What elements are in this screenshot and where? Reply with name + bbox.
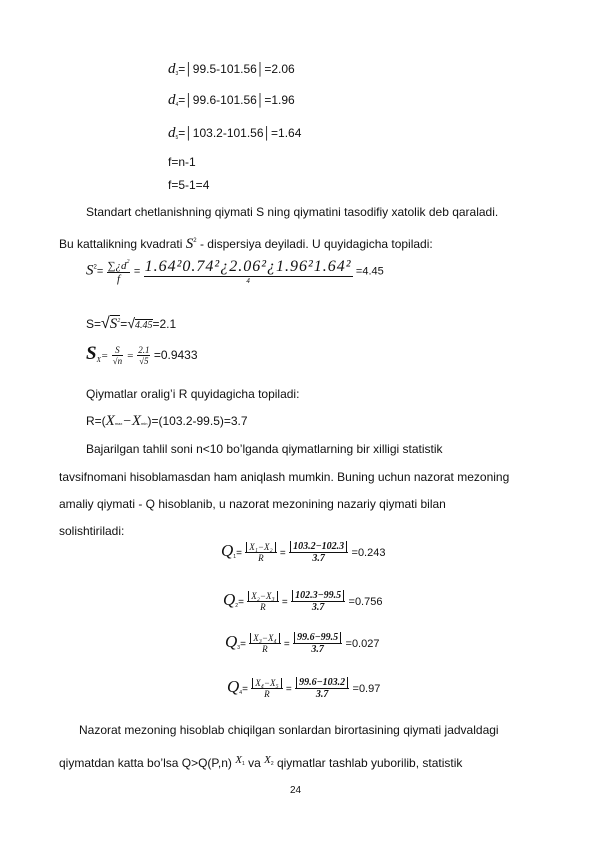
paragraph-3-text-b: qiymatlar tashlab yuborilib, statistik bbox=[276, 756, 463, 770]
q2-symbolic-fraction: $\frac{\text{X₂−X₃}}{R}$ bbox=[247, 591, 278, 612]
s2-inline-symbol: S bbox=[185, 236, 194, 252]
d3-lhs: =│ bbox=[178, 62, 193, 76]
x2-symbol: X bbox=[264, 754, 271, 766]
d5-expr: 103.2-101.56 bbox=[192, 126, 264, 140]
page-number: 24 bbox=[290, 785, 302, 796]
paragraph-2-line-1: Bajarilgan tahlil soni n<10 bo’lganda qiymatlarning bir xilligi statistik bbox=[86, 442, 443, 456]
q2-value-fraction: $\frac{102.3-99.5}{3.7}$ bbox=[291, 590, 345, 613]
paragraph-1-text-b: - dispersiya deyiladi. U quyidagicha topiladi: bbox=[199, 237, 433, 251]
s-radicand: $S^2$ bbox=[109, 316, 121, 332]
d3-expr: 99.5-101.56 bbox=[192, 62, 257, 76]
d4-lhs: =│ bbox=[178, 93, 193, 107]
q2-result: =0.756 bbox=[348, 596, 383, 608]
sx-fraction-2 bbox=[137, 345, 150, 366]
sx-fraction-1 bbox=[112, 345, 123, 366]
sx-lhs: S bbox=[86, 343, 97, 364]
q4-symbolic-fraction: $\frac{\text{X₄−X₅}}{R}$ bbox=[251, 678, 282, 699]
paragraph-2-line-4: solishtiriladi: bbox=[59, 524, 125, 538]
range-formula: R=(Xmax−Xmin)=(103.2-99.5)=3.7 bbox=[86, 413, 248, 429]
s-result: =2.1 bbox=[152, 317, 177, 331]
paragraph-2-line-2: tavsifnomani hisoblamasdan ham aniqlash mumkin. Buning uchun nazorat mezoning bbox=[59, 470, 510, 484]
sx-numerator-2: 2.1 bbox=[138, 345, 150, 356]
sx-result: =0.9433 bbox=[153, 348, 198, 362]
d5-subscript: 5 bbox=[175, 135, 179, 141]
q1-symbolic-fraction: $\frac{\text{X₁−X₂}}{R}$ bbox=[245, 542, 276, 563]
d4-rhs: │=1.96 bbox=[256, 93, 295, 107]
s2-result: =4.45 bbox=[355, 265, 384, 278]
d3-symbol: d bbox=[168, 61, 176, 77]
d3-line bbox=[168, 62, 295, 81]
s2-numerator: $\sum¿d^2$ bbox=[107, 258, 130, 272]
q1-value-fraction: $\frac{103.2-102.3}{3.7}$ bbox=[289, 541, 348, 564]
q3-symbolic-fraction: $\frac{\text{X₃−X₄}}{R}$ bbox=[249, 633, 280, 654]
x1-symbol: X bbox=[235, 754, 242, 766]
s2-expanded-denominator: 4 bbox=[246, 277, 250, 285]
s-formula: $S=√S^2=√4.45=2.1$ bbox=[86, 315, 177, 332]
q3-result: =0.027 bbox=[345, 638, 380, 650]
s2-lhs: S bbox=[86, 262, 94, 279]
s2-expanded-numerator: 1.64²0.74²¿2.06²¿1.96²1.64² bbox=[144, 258, 352, 275]
paragraph-3-line-2 bbox=[59, 753, 462, 771]
s-lhs: S= bbox=[86, 317, 102, 331]
d4-symbol: d bbox=[168, 92, 176, 108]
s-eq: = bbox=[120, 317, 128, 331]
sx-denominator-1: √n bbox=[112, 356, 123, 367]
d5-lhs: =│ bbox=[178, 126, 193, 140]
s-radicand-value: 4.45 bbox=[135, 320, 153, 331]
sx-denominator-2: √5 bbox=[139, 356, 149, 367]
s2-inline-exponent: 2 bbox=[193, 238, 197, 244]
x2-subscript: 2 bbox=[270, 761, 274, 767]
s2-denominator: f bbox=[117, 272, 121, 285]
range-intro: Qiymatlar oralig’i R quyidagicha topiladi: bbox=[86, 387, 300, 401]
q1-result: =0.243 bbox=[351, 547, 386, 559]
paragraph-3-text-a: qiymatdan katta bo’lsa Q>Q(P,n) bbox=[59, 756, 232, 770]
q1-formula: $Q_1=$ $\frac{\text{X₁−X₂}}{R}$ = $\frac{103.2-102.3}{3.7}$ =0.243 bbox=[221, 541, 386, 565]
paragraph-1-text-a: Bu kattalikning kvadrati bbox=[59, 237, 183, 251]
d4-expr: 99.6-101.56 bbox=[192, 93, 257, 107]
s2-formula: $S^2=$ $\frac{\sum¿d^2}{f}$ = $\frac{\text{1.64²0.74²¿2.06²¿1.96²1.64²}}{4}$ =4.45 bbox=[86, 258, 384, 285]
paragraph-1-line-2 bbox=[59, 234, 433, 251]
sx-subscript: X bbox=[96, 356, 101, 364]
f-definition: f=n-1 bbox=[168, 155, 196, 169]
s2-fraction bbox=[107, 259, 131, 285]
paragraph-1-line-1: Standart chetlanishning qiymati S ning qiymatini tasodifiy xatolik deb qaraladi. bbox=[86, 205, 499, 219]
paragraph-3-line-1: Nazorat mezoning hisoblab chiqilgan sonlardan birortasining qiymati jadvaldagi bbox=[79, 723, 499, 737]
paragraph-3-va: va bbox=[248, 756, 261, 770]
sx-numerator-1: S bbox=[112, 345, 123, 356]
d5-rhs: │=1.64 bbox=[263, 126, 302, 140]
sx-formula: $S_X=$ $\frac{S}{√n}$ = $\frac{2.1}{√5}$ =0.9433 bbox=[86, 343, 198, 367]
q4-formula: $Q_4=$ $\frac{\text{X₄−X₅}}{R}$ = $\frac{99.6-103.2}{3.7}$ =0.97 bbox=[227, 677, 381, 701]
q3-value-fraction: $\frac{99.6-99.5}{3.7}$ bbox=[293, 632, 342, 655]
range-prefix: R=( bbox=[86, 414, 106, 428]
paragraph-2-line-3: amaliy qiymati - Q hisoblanib, u nazorat mezonining nazariy qiymati bilan bbox=[59, 497, 446, 511]
x1-subscript: 1 bbox=[241, 761, 245, 767]
range-suffix: )=(103.2-99.5)=3.7 bbox=[147, 414, 248, 428]
q3-formula: $Q_3=$ $\frac{\text{X₃−X₄}}{R}$ = $\frac{99.6-99.5}{3.7}$ =0.027 bbox=[225, 632, 380, 656]
d5-symbol: d bbox=[168, 125, 176, 141]
d4-subscript: 4 bbox=[175, 102, 179, 108]
d5-line bbox=[168, 126, 301, 145]
d3-rhs: │=2.06 bbox=[256, 62, 295, 76]
d3-subscript: 3 bbox=[175, 71, 179, 77]
s2-expanded-fraction bbox=[144, 258, 353, 285]
q4-value-fraction: $\frac{99.6-103.2}{3.7}$ bbox=[295, 677, 349, 700]
f-value: f=5-1=4 bbox=[168, 178, 210, 192]
q2-formula: $Q_2=$ $\frac{\text{X₂−X₃}}{R}$ = $\frac{102.3-99.5}{3.7}$ =0.756 bbox=[223, 590, 383, 614]
q4-result: =0.97 bbox=[352, 683, 381, 695]
d4-line bbox=[168, 93, 295, 112]
